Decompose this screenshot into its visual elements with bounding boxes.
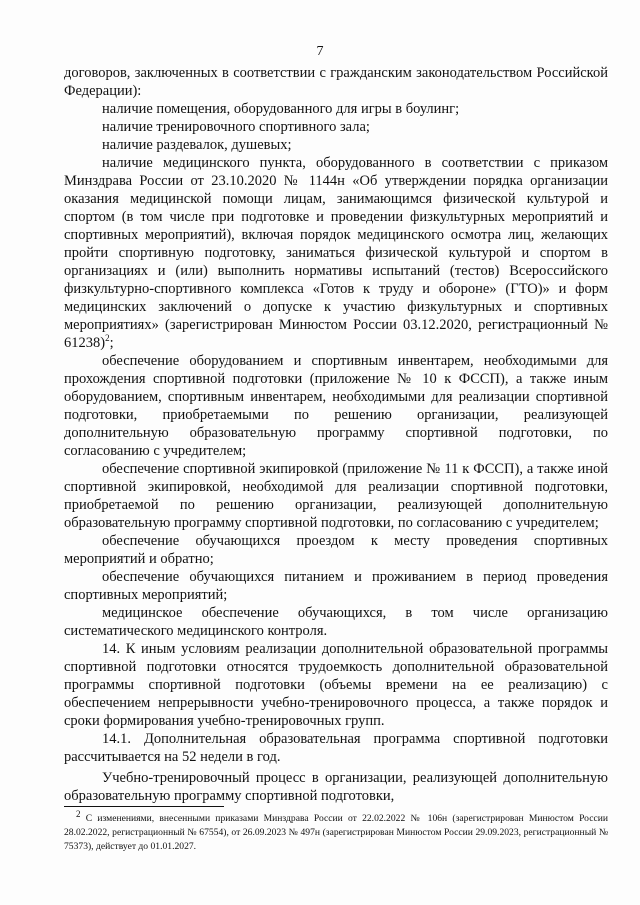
paragraph: обеспечение обучающихся питанием и проживанием в период проведения спортивных мероприятий;	[64, 569, 608, 603]
paragraph-text: наличие медицинского пункта, оборудованного в соответствии с приказом Минздрава России от 23.10.2020 № 1144н «Об утверждении порядка организации оказания медицинской помощи лицам, занимающимся физической культурой и спортом (в том числе при подготовке и проведении физкультурных мероприятий и спортивных мероприятий), включая порядок медицинского осмотра лиц, желающих пройти спортивную подготовку, заниматься физической культурой и спортом в организациях и (или) выполнить нормативы испытаний (тестов) Всероссийского физкультурно-спортивного комплекса «Готов к труду и обороне» (ГТО)» и форм медицинских заключений о допуске к участию физкультурных и спортивных мероприятиях» (зарегистрирован Минюстом России 03.12.2020, регистрационный № 61238)	[64, 155, 608, 351]
page-number: 7	[316, 44, 324, 59]
paragraph: наличие помещения, оборудованного для игры в боулинг;	[102, 101, 460, 117]
paragraph: 14. К иным условиям реализации дополнительной образовательной программы спортивной подготовки относятся трудоемкость дополнительной образовательной программы спортивной подготовки (объемы времени на ее реализацию) с обеспечением непрерывности учебно-тренировочного процесса, а также порядок и сроки формирования учебно-тренировочных групп.	[64, 641, 608, 729]
paragraph: обеспечение спортивной экипировкой (приложение № 11 к ФССП), а также иной спортивной экипировкой, необходимой для реализации спортивной подготовки, приобретаемой по решению организации, реализующей дополнительную образовательную программу спортивной подготовки, по согласованию с учредителем;	[64, 461, 608, 531]
footnote-divider	[64, 806, 224, 807]
footnote-reference: 2	[105, 333, 110, 344]
paragraph: наличие раздевалок, душевых;	[102, 137, 292, 153]
paragraph: обеспечение обучающихся проездом к месту проведения спортивных мероприятий и обратно;	[64, 533, 608, 567]
paragraph: медицинское обеспечение обучающихся, в том числе организацию систематического медицинского контроля.	[64, 605, 608, 639]
paragraph: Учебно-тренировочный процесс в организации, реализующей дополнительную образовательную программу спортивной подготовки,	[64, 770, 608, 804]
paragraph: обеспечение оборудованием и спортивным инвентарем, необходимыми для прохождения спортивной подготовки (приложение № 10 к ФССП), а также иным оборудованием, спортивным инвентарем, необходимыми для реализации спортивной подготовки, приобретаемыми по решению организации, реализующей дополнительную образовательную программу спортивной подготовки, по согласованию с учредителем;	[64, 353, 608, 459]
footnote-number: 2	[76, 808, 81, 819]
document-body	[64, 64, 608, 805]
paragraph-suffix: ;	[109, 335, 114, 351]
paragraph-with-footnote	[64, 154, 608, 352]
paragraph: договоров, заключенных в соответствии с гражданским законодательством Российской Федерации):	[64, 65, 608, 99]
paragraph: 14.1. Дополнительная образовательная программа спортивной подготовки рассчитывается на 52 недели в год.	[64, 731, 608, 765]
paragraph: наличие тренировочного спортивного зала;	[102, 119, 370, 135]
footnote	[64, 808, 608, 854]
footnote-text: С изменениями, внесенными приказами Минздрава России от 22.02.2022 № 106н (зарегистрирован Минюстом России 28.02.2022, регистрационный № 67554), от 26.09.2023 № 497н (зарегистрирован Минюстом России 29.09.2023, регистрационный № 75373), действует до 01.01.2027.	[64, 813, 608, 852]
